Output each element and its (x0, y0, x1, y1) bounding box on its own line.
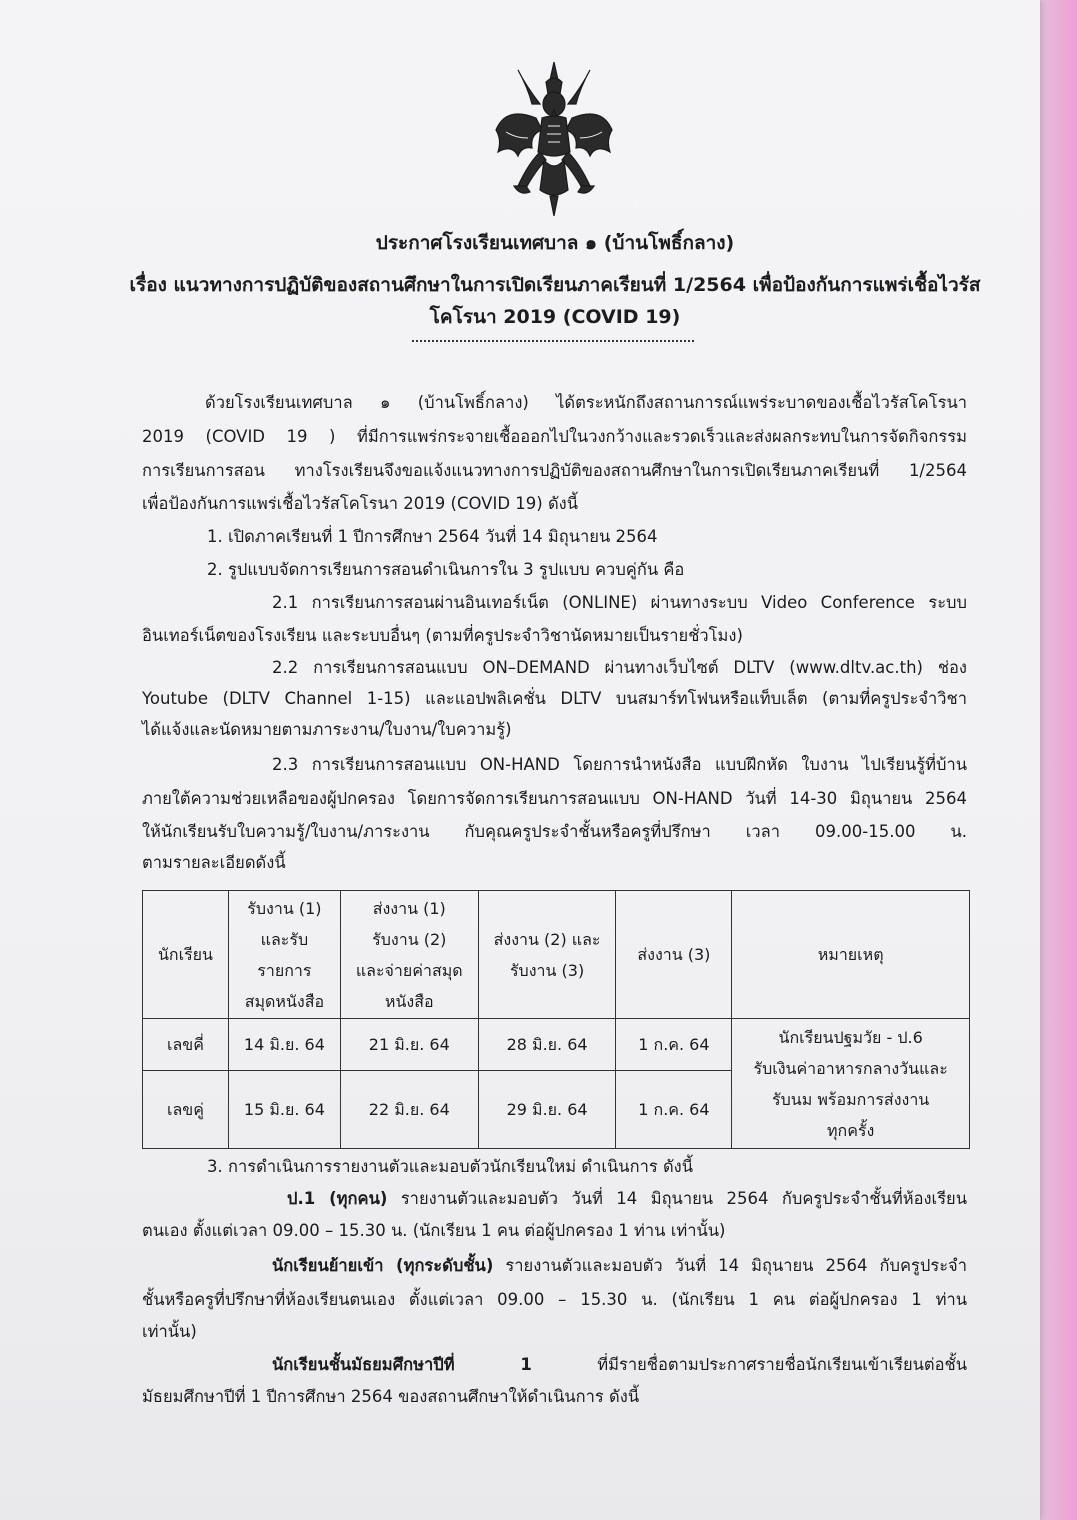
pink-background-edge (1035, 0, 1077, 1520)
intro-line-4: เพื่อป้องกันการแพร่เชื้อไวรัสโคโรนา 2019 (COVID 19) ดังนี้ (142, 494, 579, 513)
header-send-work-2: ส่งงาน (2) และ รับงาน (3) (478, 891, 616, 1019)
subject-line-1: เรื่อง แนวทางการปฏิบัติของสถานศึกษาในการเปิดเรียนภาคเรียนที่ 1/2564 เพื่อป้องกันการแพร่เชื้อไวรัส (129, 274, 981, 296)
item-2-3-line-4: ตามรายละเอียดดังนี้ (142, 853, 286, 872)
cell-date: 21 มิ.ย. 64 (340, 1019, 478, 1071)
item-2-3-line-1: 2.3 การเรียนการสอนแบบ ON-HAND โดยการนำหนังสือ แบบฝึกหัด ใบงาน ไปเรียนรู้ที่บ้าน (272, 755, 967, 774)
section-3-p2-line-3: เท่านั้น) (142, 1322, 197, 1341)
header-remarks: หมายเหตุ (732, 891, 970, 1019)
item-2-3-line-2: ภายใต้ความช่วยเหลือของผู้ปกครอง โดยการจัดการเรียนการสอนแบบ ON-HAND วันที่ 14-30 มิถุนายน 2564 (142, 789, 967, 808)
intro-line-3: การเรียนการสอน ทางโรงเรียนจึงขอแจ้งแนวทางการปฏิบัติของสถานศึกษาในการเปิดเรียนภาคเรียนที่ 1/2564 (142, 461, 967, 480)
cell-date: 22 มิ.ย. 64 (340, 1071, 478, 1149)
item-2-1-line-1: 2.1 การเรียนการสอนผ่านอินเทอร์เน็ต (ONLINE) ผ่านทางระบบ Video Conference ระบบ (272, 593, 967, 612)
cell-group-even: เลขคู่ (143, 1071, 229, 1149)
cell-date: 1 ก.ค. 64 (616, 1071, 732, 1149)
section-3-p3-line-1: นักเรียนชั้นมัธยมศึกษาปีที่ 1 ที่มีรายชื่อตามประกาศรายชื่อนักเรียนเข้าเรียนต่อชั้น (272, 1355, 968, 1374)
item-2-2-line-3: ได้แจ้งและนัดหมายตามภาระงาน/ใบงาน/ใบความรู้) (142, 720, 512, 739)
header-send-work-1: ส่งงาน (1) รับงาน (2) และจ่ายค่าสมุด หนังสือ (340, 891, 478, 1019)
section-3-p2-line-1: นักเรียนย้ายเข้า (ทุกระดับชั้น) รายงานตัวและมอบตัว วันที่ 14 มิถุนายน 2564 กับครูประจำ (272, 1256, 967, 1275)
subject-line-2: โคโรนา 2019 (COVID 19) (429, 306, 681, 328)
dotted-divider (412, 340, 694, 342)
section-3-p3-line-2: มัธยมศึกษาปีที่ 1 ปีการศึกษา 2564 ของสถานศึกษาให้ดำเนินการ ดังนี้ (142, 1387, 640, 1406)
intro-line-1: ด้วยโรงเรียนเทศบาล ๑ (บ้านโพธิ์กลาง) ได้ตระหนักถึงสถานการณ์แพร่ระบาดของเชื้อไวรัสโคโรนา (205, 393, 967, 412)
section-3-p1-line-1: ป.1 (ทุกคน) รายงานตัวและมอบตัว วันที่ 14 มิถุนายน 2564 กับครูประจำชั้นที่ห้องเรียน (287, 1189, 967, 1208)
header-receive-work-1: รับงาน (1) และรับ รายการ สมุดหนังสือ (228, 891, 340, 1019)
cell-date: 28 มิ.ย. 64 (478, 1019, 616, 1071)
cell-remarks: นักเรียนปฐมวัย - ป.6 รับเงินค่าอาหารกลางวันและ รับนม พร้อมการส่งงาน ทุกครั้ง (732, 1019, 970, 1149)
item-1: 1. เปิดภาคเรียนที่ 1 ปีการศึกษา 2564 วันที่ 14 มิถุนายน 2564 (207, 527, 658, 546)
cell-date: 1 ก.ค. 64 (616, 1019, 732, 1071)
item-2-2-line-1: 2.2 การเรียนการสอนแบบ ON–DEMAND ผ่านทางเว็บไซต์ DLTV (www.dltv.ac.th) ช่อง (272, 658, 967, 677)
cell-date: 15 มิ.ย. 64 (228, 1071, 340, 1149)
section-3-heading: 3. การดำเนินการรายงานตัวและมอบตัวนักเรียนใหม่ ดำเนินการ ดังนี้ (207, 1157, 693, 1176)
garuda-emblem-icon (492, 60, 616, 216)
table-header-row (143, 891, 970, 1019)
section-3-p2-line-2: ชั้นหรือครูที่ปรึกษาที่ห้องเรียนตนเอง ตั้งแต่เวลา 09.00 – 15.30 น. (นักเรียน 1 คน ต่อผู้ปกครอง 1 ท่าน (142, 1290, 967, 1309)
table-row-odd (143, 1019, 970, 1071)
announcement-title: ประกาศโรงเรียนเทศบาล ๑ (บ้านโพธิ์กลาง) (375, 232, 735, 254)
intro-line-2: 2019 (COVID 19 ) ที่มีการแพร่กระจายเชื้อออกไปในวงกว้างและรวดเร็วและส่งผลกระทบในการจัดกิจกรรม (142, 427, 967, 446)
schedule-table (142, 890, 970, 1149)
header-send-work-3: ส่งงาน (3) (616, 891, 732, 1019)
section-3-p1-line-2: ตนเอง ตั้งแต่เวลา 09.00 – 15.30 น. (นักเรียน 1 คน ต่อผู้ปกครอง 1 ท่าน เท่านั้น) (142, 1221, 726, 1240)
item-2: 2. รูปแบบจัดการเรียนการสอนดำเนินการใน 3 รูปแบบ ควบคู่กัน คือ (207, 560, 685, 579)
cell-date: 29 มิ.ย. 64 (478, 1071, 616, 1149)
header-student: นักเรียน (143, 891, 229, 1019)
cell-group-odd: เลขคี่ (143, 1019, 229, 1071)
item-2-2-line-2: Youtube (DLTV Channel 1-15) และแอปพลิเคชั่น DLTV บนสมาร์ทโฟนหรือแท็บเล็ต (ตามที่ครูประจำวิชา (142, 689, 967, 708)
item-2-3-line-3: ให้นักเรียนรับใบความรู้/ใบงาน/ภาระงาน กับคุณครูประจำชั้นหรือครูที่ปรึกษา เวลา 09.00-15.00 น. (142, 822, 967, 841)
item-2-1-line-2: อินเทอร์เน็ตของโรงเรียน และระบบอื่นๆ (ตามที่ครูประจำวิชานัดหมายเป็นรายชั่วโมง) (142, 626, 743, 645)
cell-date: 14 มิ.ย. 64 (228, 1019, 340, 1071)
